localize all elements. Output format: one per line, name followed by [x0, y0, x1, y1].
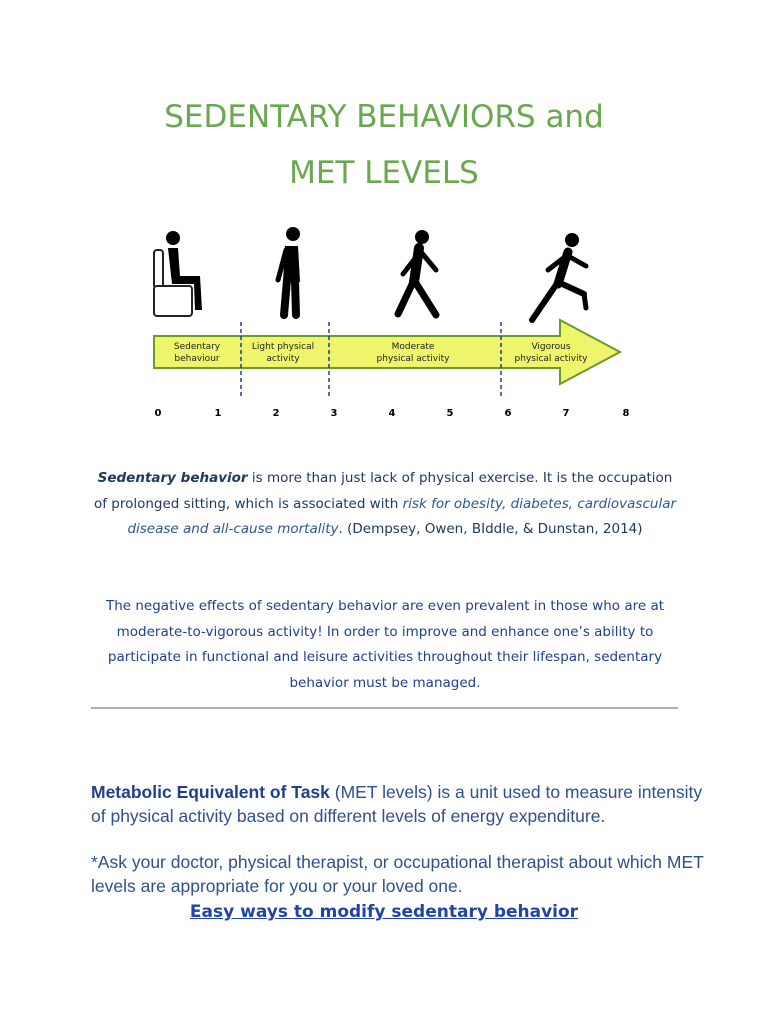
band-label-light-1: Light physical: [251, 342, 315, 352]
met-advice-note: *Ask your doctor, physical therapist, or occupational therapist about which MET levels are appropriate for you or your loved one.: [91, 852, 704, 896]
seated-person-icon: [154, 231, 202, 316]
running-person-icon: [532, 233, 586, 320]
band-label-sedentary-1: Sedentary: [173, 342, 221, 352]
tick-label: 4: [388, 408, 396, 419]
activity-arrow: [154, 320, 620, 384]
negative-effects-paragraph: The negative effects of sedentary behavior are even prevalent in those who are at moderate-to-vigorous activity! In order to improve and enhance one’s ability to participate in functional and leisure activities throughout their lifespan, sedentary behavior must be managed.: [105, 598, 665, 691]
met-levels-diagram: [140, 222, 640, 427]
standing-person-icon: [278, 227, 300, 315]
risk-text: risk for obesity, diabetes, cardiovascular disease and all-cause mortality: [127, 495, 677, 537]
section-divider: [91, 707, 678, 709]
met-definition-text: (MET levels) is a unit used to measure intensity of physical activity based on different levels of energy expenditure.: [91, 782, 703, 826]
met-term: Metabolic Equivalent of Task: [91, 782, 330, 802]
sedentary-term: Sedentary behavior: [97, 470, 248, 486]
page-title-line-1: SEDENTARY BEHAVIORS and: [164, 99, 604, 135]
tick-label: 5: [446, 408, 454, 419]
tick-label: 0: [154, 408, 162, 419]
band-label-vigorous-1: Vigorous: [531, 342, 571, 352]
band-label-moderate-1: Moderate: [391, 342, 435, 352]
tick-label: 8: [622, 408, 630, 419]
band-label-vigorous-2: physical activity: [514, 354, 588, 364]
page-title-line-2: MET LEVELS: [289, 155, 479, 191]
band-label-moderate-2: physical activity: [376, 354, 450, 364]
tick-label: 1: [214, 408, 222, 419]
definition-text: is more than just lack of physical exercise. It is the occupation of prolonged sitting, which is associated with: [93, 470, 673, 512]
tick-label: 7: [562, 408, 570, 419]
easy-ways-link[interactable]: Easy ways to modify sedentary behavior: [189, 902, 579, 922]
tick-label: 3: [330, 408, 338, 419]
walking-person-icon: [398, 230, 436, 315]
citation-text: . (Dempsey, Owen, BIddle, & Dunstan, 2014): [338, 521, 643, 537]
band-label-light-2: activity: [266, 354, 300, 364]
band-label-sedentary-2: behaviour: [174, 354, 220, 364]
sedentary-definition-paragraph: [90, 466, 680, 543]
met-definition-paragraph: [91, 780, 711, 828]
tick-label: 2: [272, 408, 280, 419]
tick-label: 6: [504, 408, 512, 419]
